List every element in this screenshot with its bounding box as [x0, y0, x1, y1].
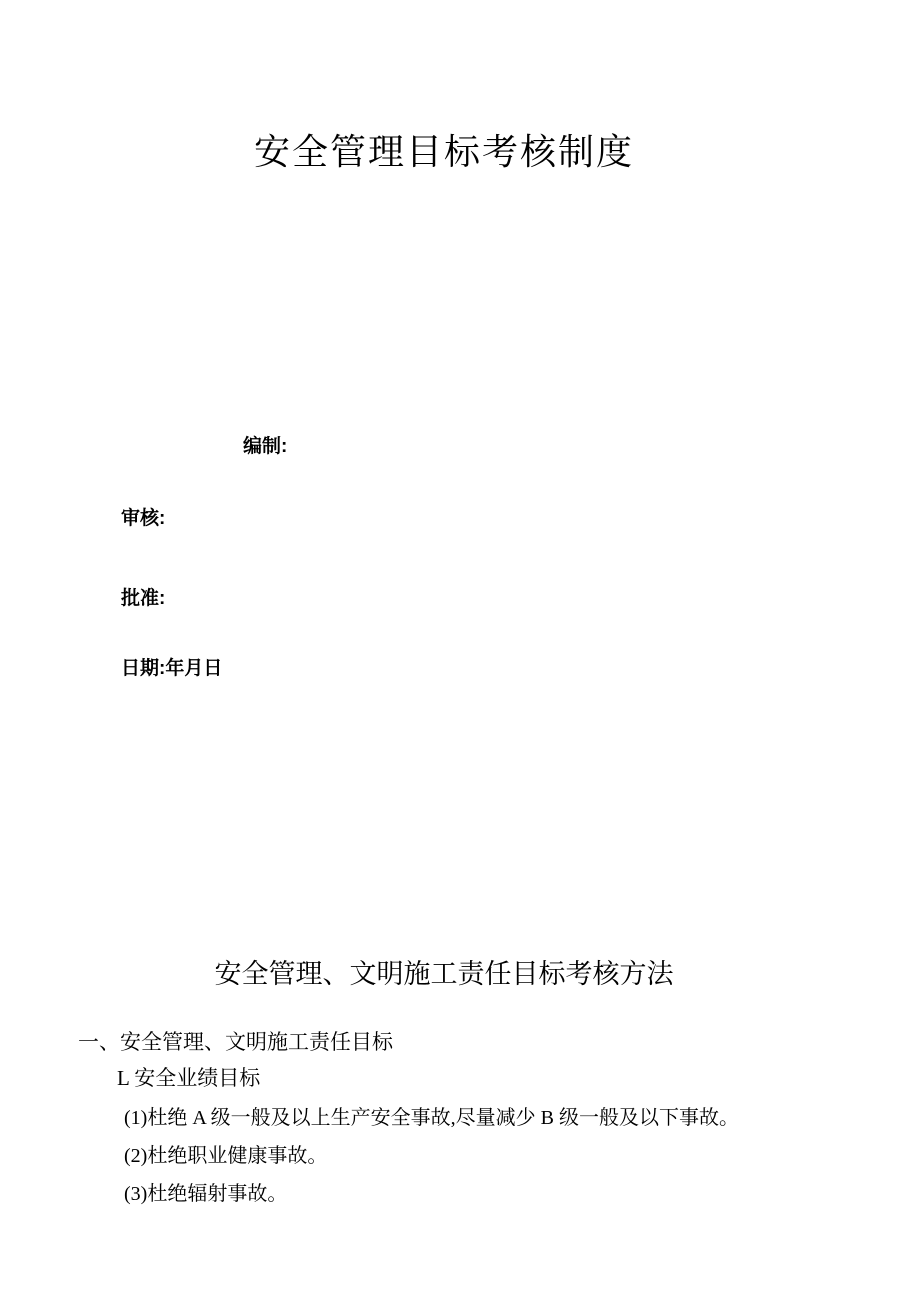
field-compiler-label: 编制: [243, 436, 288, 457]
field-date-label: 日期:年月日 [121, 658, 223, 679]
section-heading: 安全管理、文明施工责任目标考核方法 [214, 959, 674, 989]
list-item-1: (1)杜绝 A 级一般及以上生产安全事故,尽量减少 B 级一般及以下事故。 [124, 1107, 739, 1129]
list-item-3: (3)杜绝辐射事故。 [124, 1183, 288, 1205]
field-reviewer-label: 审核: [121, 508, 166, 529]
list-item-responsibility-target-heading: 一、安全管理、文明施工责任目标 [78, 1030, 393, 1054]
document-title: 安全管理目标考核制度 [253, 132, 634, 172]
field-approver-label: 批准: [121, 588, 166, 609]
list-item-2: (2)杜绝职业健康事故。 [124, 1145, 328, 1167]
list-item-safety-performance-target: L 安全业绩目标 [117, 1066, 261, 1090]
